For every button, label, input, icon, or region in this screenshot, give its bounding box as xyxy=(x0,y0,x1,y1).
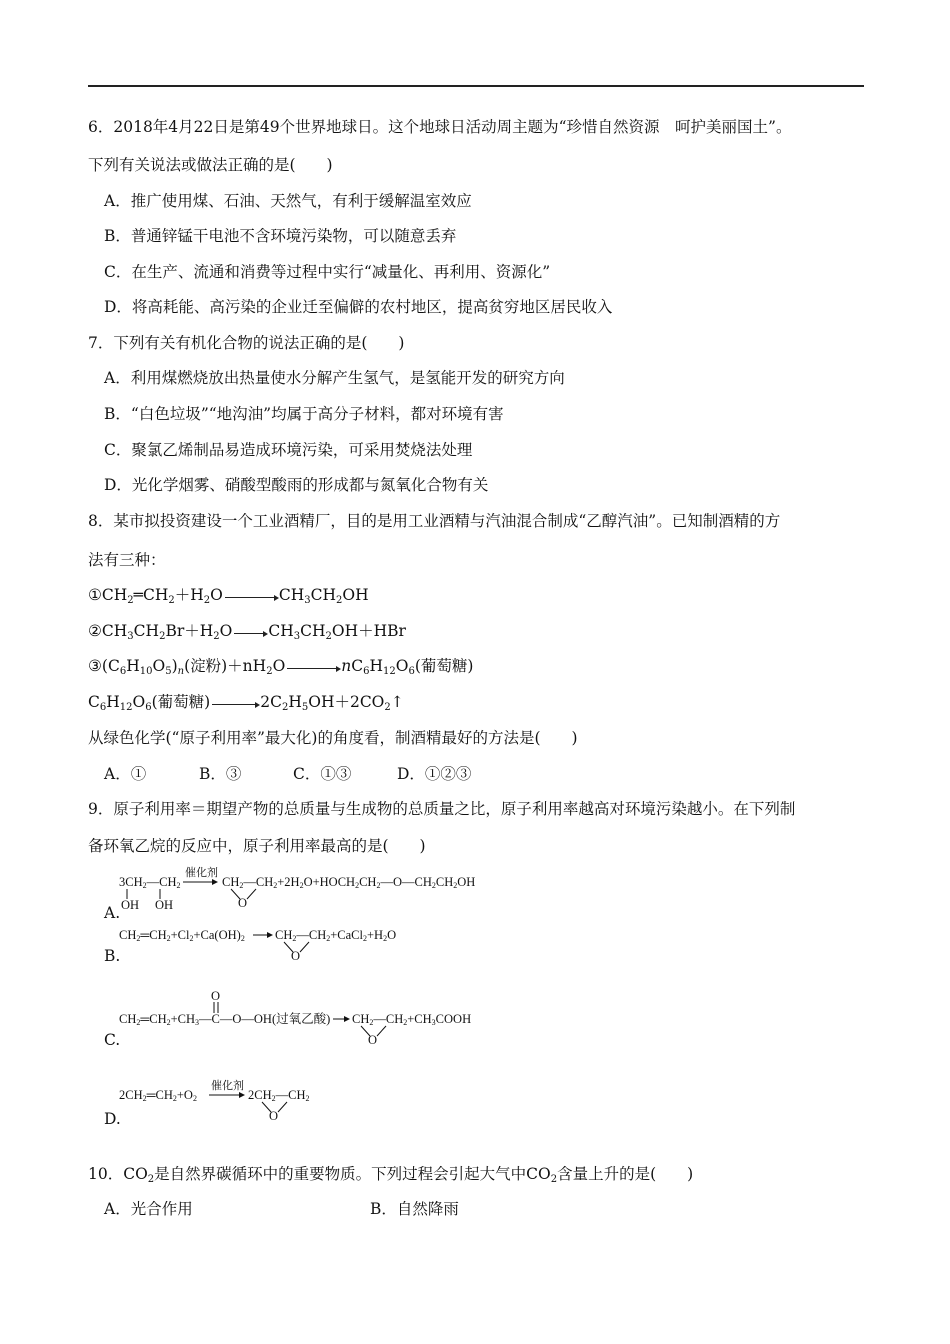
q10-options xyxy=(104,1199,459,1219)
q7-option-c: C．聚氯乙烯制品易造成环境污染，可采用焚烧法处理 xyxy=(104,441,473,459)
eq1-mark: ① xyxy=(88,586,102,604)
eq2-mark: ② xyxy=(88,622,102,640)
q9b-product: $CH_2—CH_2+CaCl_2+H_2O$ xyxy=(275,928,397,943)
q6-option-a: A．推广使用煤、石油、天然气，有利于缓解温室效应 xyxy=(104,192,472,210)
q10-option-b: B．自然降雨 xyxy=(370,1200,459,1218)
q10-stem: 10．$CO_2$是自然界碳循环中的重要物质。下列过程会引起大气中$CO_2$含量上升的是( ) xyxy=(88,1165,694,1185)
q9c-product: $CH_2—CH_2+CH_3COOH$ xyxy=(352,1012,472,1027)
q9c-ring-oxygen: O xyxy=(368,1033,378,1047)
eq4-left: $C_6H_{12}O_6$(葡萄糖) xyxy=(88,693,211,713)
q8-option-c: C．①③ xyxy=(293,765,352,783)
q9d-catalyst: 催化剂 xyxy=(211,1080,244,1092)
eq4-right: $2C_2H_5OH+2CO_2↑$ xyxy=(260,693,404,713)
q8-stem-line1: 8．某市拟投资建设一个工业酒精厂，目的是用工业酒精与汽油混合制成“乙醇汽油”。已知制酒精的方 xyxy=(88,512,781,530)
q9b-reactant: $CH_2═CH_2+Cl_2+Ca(OH)_2$ xyxy=(119,928,245,943)
q9d-product: $2CH_2—CH_2$ xyxy=(248,1088,310,1103)
q8-equation-4 xyxy=(88,692,404,712)
reaction-arrow xyxy=(212,694,258,705)
epoxide-ring xyxy=(0,0,1,1)
q9a-oh2: OH xyxy=(155,898,174,912)
eq1-left: $CH_2═CH_2+H_2O$ xyxy=(101,586,223,606)
q6-option-d: D．将高耗能、高污染的企业迁至偏僻的农村地区，提高贫穷地区居民收入 xyxy=(104,298,613,316)
q8-option-b: B．③ xyxy=(199,765,242,783)
q6-stem-line1: 6．2018年4月22日是第49个世界地球日。这个地球日活动周主题为“珍惜自然资源 呵护美丽国土”。 xyxy=(88,118,792,136)
q9c-reactant: $CH_2═CH_2+CH_3—C—O—OH$(过氧乙酸) xyxy=(119,1012,331,1027)
q8-equation-1 xyxy=(88,585,369,605)
top-rule xyxy=(88,85,864,87)
q8-equation-2 xyxy=(88,621,406,641)
q8-option-a: A．① xyxy=(104,765,147,783)
q10-option-a: A．光合作用 xyxy=(104,1200,193,1218)
q7-option-a: A．利用煤燃烧放出热量使水分解产生氢气，是氢能开发的研究方向 xyxy=(104,369,565,387)
q8-stem-line2: 法有三种： xyxy=(88,551,166,569)
q9a-ring-oxygen: O xyxy=(238,896,248,910)
q9-option-d-label: D. xyxy=(104,1110,121,1128)
q9-option-c-label: C. xyxy=(104,1031,121,1049)
q9a-oh1: OH xyxy=(121,898,140,912)
q9-stem-line2: 备环氧乙烷的反应中，原子利用率最高的是( ) xyxy=(88,837,426,855)
q8-option-d: D．①②③ xyxy=(397,765,472,783)
reaction-arrow xyxy=(234,623,266,634)
q6-option-b: B．普通锌锰干电池不含环境污染物，可以随意丢弃 xyxy=(104,227,457,245)
eq1-right: $CH_3CH_2OH$ xyxy=(278,586,369,606)
q6-option-c: C．在生产、流通和消费等过程中实行“减量化、再利用、资源化” xyxy=(104,263,551,281)
q6-stem-line2: 下列有关说法或做法正确的是( ) xyxy=(88,156,333,174)
q7-option-b: B．“白色垃圾”“地沟油”均属于高分子材料，都对环境有害 xyxy=(104,405,504,423)
eq3-right: $nC_6H_{12}O_6$(葡萄糖) xyxy=(341,657,474,677)
eq3-mark: ③ xyxy=(88,657,102,675)
q9-stem-line1: 9．原子利用率＝期望产物的总质量与生成物的总质量之比，原子利用率越高对环境污染越小。在下列制 xyxy=(88,800,796,818)
reaction-arrow xyxy=(287,658,339,669)
reaction-arrow xyxy=(225,587,277,598)
q9a-reactant: $3CH_2—CH_2$ xyxy=(119,875,181,890)
q7-stem: 7．下列有关有机化合物的说法正确的是( ) xyxy=(88,334,405,352)
q9c-carbonyl-oxygen: O xyxy=(211,989,221,1003)
eq2-right: $CH_3CH_2OH+HBr$ xyxy=(268,622,406,642)
eq2-left: $CH_3CH_2Br+H_2O$ xyxy=(101,622,233,642)
q8-equation-3 xyxy=(88,656,473,676)
q8-options xyxy=(104,764,471,784)
q9-option-b-label: B. xyxy=(104,947,121,965)
q9b-ring-oxygen: O xyxy=(291,949,301,963)
q9a-product: $CH_2—CH_2+2H_2O+HOCH_2CH_2—O—CH_2CH_2OH$ xyxy=(222,875,476,890)
q7-option-d: D．光化学烟雾、硝酸型酸雨的形成都与氮氧化合物有关 xyxy=(104,476,489,494)
eq3-left: $(C_6H_{10}O_5)_n$(淀粉)$+nH_2O$ xyxy=(101,657,286,677)
q9-option-a-label: A. xyxy=(104,904,121,922)
q9d-reactant: $2CH_2═CH_2+O_2$ xyxy=(119,1088,197,1103)
q9a-catalyst: 催化剂 xyxy=(185,867,218,879)
q9d-ring-oxygen: O xyxy=(269,1109,279,1123)
q8-question: 从绿色化学(“原子利用率”最大化)的角度看，制酒精最好的方法是( ) xyxy=(88,729,578,747)
